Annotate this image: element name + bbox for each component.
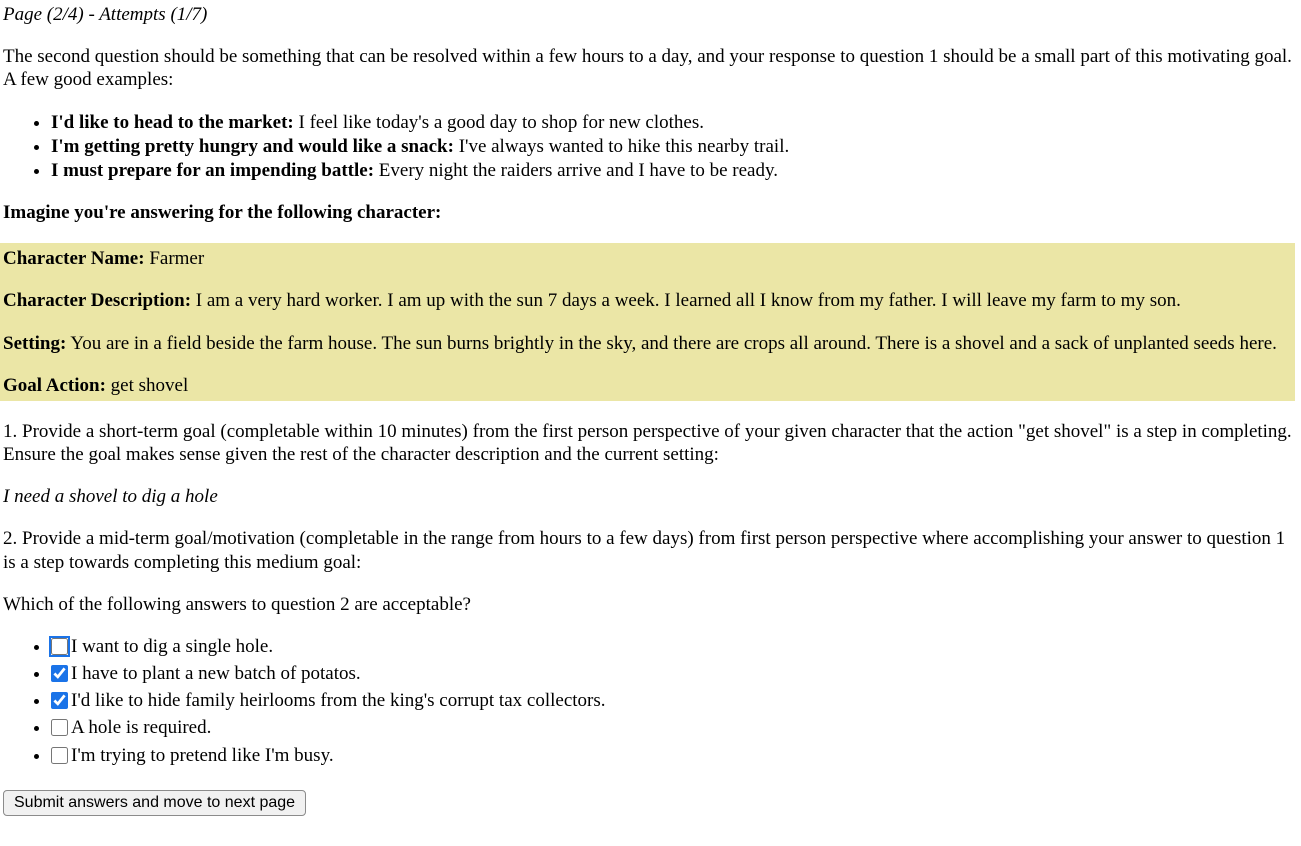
option-item — [51, 744, 1295, 767]
answer-options-list — [3, 635, 1295, 767]
option-item — [51, 716, 1295, 739]
example-goal-text: I've always wanted to hike this nearby trail. — [458, 135, 790, 157]
option-item — [51, 635, 1295, 658]
question2-text: 2. Provide a mid-term goal/motivation (completable in the range from hours to a few days) from first person perspective where accomplishing your answer to question 1 is a step towards completing this medium goal: — [3, 528, 1286, 573]
character-box — [0, 243, 1295, 401]
imagine-heading: Imagine you're answering for the following character: — [3, 202, 442, 224]
character-description-label: Character Description: — [3, 290, 192, 312]
goal-action-row — [3, 374, 1295, 397]
option-label: I have to plant a new batch of potatos. — [71, 663, 361, 685]
example-goal-text: Every night the raiders arrive and I have to be ready. — [378, 159, 778, 181]
submit-button[interactable]: Submit answers and move to next page — [3, 790, 306, 816]
example-goal-bold: I must prepare for an impending battle: — [51, 159, 375, 181]
character-description-row — [3, 289, 1295, 312]
option-checkbox-4[interactable] — [51, 719, 68, 736]
page-progress-header: Page (2/4) - Attempts (1/7) — [3, 4, 208, 25]
example-item — [51, 111, 1295, 134]
example-item — [51, 159, 1295, 182]
option-label: A hole is required. — [71, 717, 212, 739]
option-item — [51, 662, 1295, 685]
question1-answer: I need a shovel to dig a hole — [3, 486, 218, 508]
example-goal-bold: I'd like to head to the market: — [51, 111, 294, 133]
option-checkbox-1[interactable] — [51, 638, 68, 655]
option-label: I want to dig a single hole. — [71, 635, 274, 657]
goal-action-value: get shovel — [110, 374, 189, 396]
examples-list — [3, 111, 1295, 183]
question1-text: 1. Provide a short-term goal (completable within 10 minutes) from the first person perspective of your given character that the action "get shovel" is a step in completing. Ensure the goal makes sense given the rest of the character description and the current setting: — [3, 420, 1292, 466]
example-goal-text: I feel like today's a good day to shop for new clothes. — [298, 111, 705, 133]
example-item — [51, 135, 1295, 158]
character-description-value: I am a very hard worker. I am up with the sun 7 days a week. I learned all I know from my father. I will leave my farm to my son. — [195, 290, 1181, 312]
setting-value: You are in a field beside the farm house. The sun burns brightly in the sky, and there are crops all around. There is a shovel and a sack of unplanted seeds here. — [70, 332, 1277, 354]
setting-row — [3, 332, 1295, 355]
option-label: I'm trying to pretend like I'm busy. — [71, 744, 334, 766]
option-item — [51, 689, 1295, 712]
option-checkbox-3[interactable] — [51, 692, 68, 709]
checkbox-question-text: Which of the following answers to question 2 are acceptable? — [3, 593, 471, 615]
option-label: I'd like to hide family heirlooms from the king's corrupt tax collectors. — [71, 690, 606, 712]
option-checkbox-5[interactable] — [51, 747, 68, 764]
goal-action-label: Goal Action: — [3, 374, 106, 396]
character-name-label: Character Name: — [3, 248, 145, 270]
example-goal-bold: I'm getting pretty hungry and would like a snack: — [51, 135, 454, 157]
setting-label: Setting: — [3, 332, 67, 354]
option-checkbox-2[interactable] — [51, 665, 68, 682]
character-name-row — [3, 247, 1295, 270]
character-name-value: Farmer — [149, 248, 205, 270]
intro-paragraph: The second question should be something that can be resolved within a few hours to a day, and your response to question 1 should be a small part of this motivating goal. A few good examples: — [3, 46, 1292, 91]
